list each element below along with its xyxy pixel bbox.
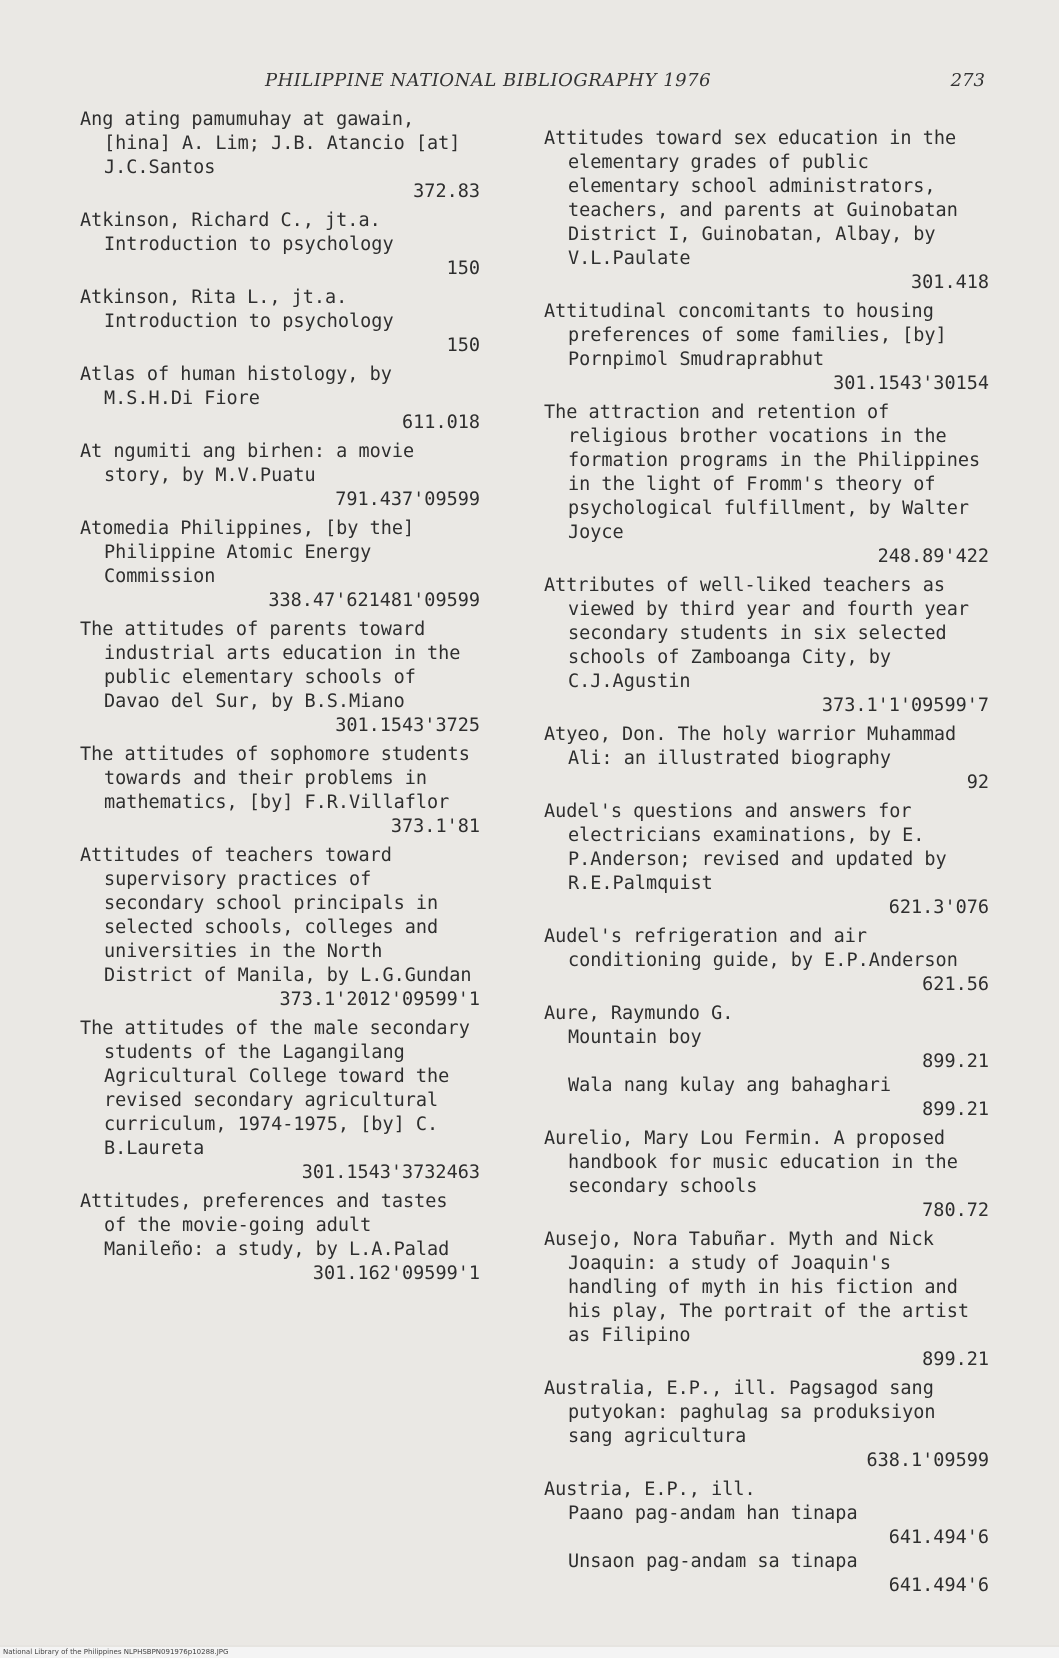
class-number: 301.1543'3725 [335,715,480,736]
sub-entry-text: Wala nang kulay ang bahaghari [568,1075,892,1096]
entry-text: The attitudes of the male secondary students of the Lagangilang Agricultural College toward the revised secondary agricultural curriculum, 1974-1975, [by] C. B.Laureta [80,1018,481,1159]
bibliography-entry [80,363,480,435]
class-number: 641.494'6 [888,1527,989,1548]
class-number: 638.1'09599 [866,1450,989,1471]
entry-text: Atomedia Philippines, [by the] Philippine Atomic Energy Commission [80,518,426,587]
class-number: 373.1'81 [390,816,480,837]
class-number: 92 [966,772,989,793]
class-number: 373.1'2012'09599'1 [279,989,480,1010]
bibliography-entry [80,517,480,613]
class-number: 791.437'09599 [335,489,480,510]
entry-text: Attitudinal concomitants to housing preferences of some families, [by] Pornpimol Smudraprabhut [544,301,958,370]
sub-entry-text: Paano pag-andam han tinapa [568,1503,858,1524]
bibliography-entry [80,108,480,204]
bibliography-entry [544,401,992,569]
bibliography-entry [544,127,989,295]
sub-entry-text: Mountain boy [568,1027,702,1048]
entry-text: Aurelio, Mary Lou Fermin. A proposed handbook for music education in the secondary schools [544,1128,969,1197]
bibliography-entry [544,1478,989,1598]
class-number: 641.494'6 [888,1575,989,1596]
class-number: 248.89'422 [877,546,989,567]
class-number: 301.1543'3732463 [301,1162,480,1183]
bibliography-entry [544,723,989,795]
entry-text: Attitudes of teachers toward supervisory practices of secondary school principals in selected schools, colleges and universities in the North District of Manila, by L.G.Gundan [80,845,472,986]
running-title: PHILIPPINE NATIONAL BIBLIOGRAPHY 1976 [265,70,712,91]
entry-text: Atkinson, Rita L., jt.a. Introduction to psychology [80,287,394,332]
class-number: 621.56 [922,974,989,995]
class-number: 301.1543'30154 [833,373,989,394]
bibliography-entry [544,574,989,718]
class-number: 621.3'076 [888,897,989,918]
entry-text: Ang ating pamumuhay at gawain, [hina] A. Lim; J.B. Atancio [at] J.C.Santos [80,109,472,178]
class-number: 338.47'621481'09599 [268,590,480,611]
entry-text: Attitudes toward sex education in the elementary grades of public elementary school administrators, teachers, and parents at Guinobatan District I, Guinobatan, Albay, by V.L.Paulate [544,128,969,269]
class-number: 780.72 [922,1200,989,1221]
class-number: 301.418 [911,272,989,293]
class-number: 150 [446,335,480,356]
bibliography-entry [80,1017,480,1185]
entry-text: Audel's questions and answers for electricians examinations, by E. P.Anderson; revised and updated by R.E.Palmquist [544,801,958,894]
bibliography-entry [80,209,480,281]
bibliography-entry [80,844,480,1012]
bibliography-entry [544,1228,989,1372]
left-column [80,108,480,1291]
class-number: 301.162'09599'1 [312,1263,480,1284]
bibliography-entry [544,1002,989,1122]
class-number: 373.1'1'09599'7 [821,695,989,716]
class-number: 899.21 [922,1051,989,1072]
bibliography-entry [80,1190,480,1286]
bibliography-entry [544,1127,989,1223]
entry-text: Atkinson, Richard C., jt.a. Introduction to psychology [80,210,394,255]
bibliography-entry [544,300,989,396]
entry-text: Audel's refrigeration and air conditioning guide, by E.P.Anderson [544,926,958,971]
bibliography-entry [80,286,480,358]
class-number: 899.21 [922,1099,989,1120]
entry-text: Ausejo, Nora Tabuñar. Myth and Nick Joaquin: a study of Joaquin's handling of myth in his fiction and his play, The portrait of the artist as Filipino [544,1229,981,1346]
page-number: 273 [950,70,985,91]
bibliography-entry [544,800,989,920]
entry-text: The attitudes of sophomore students towards and their problems in mathematics, [by] F.R.Villaflor [80,744,481,813]
bibliography-entry [544,925,989,997]
entry-text: Austria, E.P., ill. [544,1479,756,1500]
bibliography-entry [80,743,480,839]
right-column [544,127,992,1603]
class-number: 372.83 [413,181,480,202]
bibliography-entry [544,1377,989,1473]
entry-text: Aure, Raymundo G. [544,1003,734,1024]
class-number: 899.21 [922,1349,989,1370]
scan-footer: National Library of the Philippines NLPHSBPN091976p10288.JPG [0,1647,1059,1658]
bibliography-entry [80,618,480,738]
page-header [265,70,985,98]
entry-text: Atlas of human histology, by M.S.H.Di Fiore [80,364,404,409]
entry-text: Australia, E.P., ill. Pagsagod sang putyokan: paghulag sa produksiyon sang agricultura [544,1378,947,1447]
entry-text: Attitudes, preferences and tastes of the movie-going adult Manileño: a study, by L.A.Palad [80,1191,459,1260]
entry-text: The attraction and retention of religious brother vocations in the formation programs in the Philippines in the light of Fromm's theory of psychological fulfillment, by Walter Joyce [544,402,992,543]
entry-text: Attributes of well-liked teachers as viewed by third year and fourth year secondary students in six selected schools of Zamboanga City, by C.J.Agustin [544,575,981,692]
entry-text: The attitudes of parents toward industrial arts education in the public elementary schools of Davao del Sur, by B.S.Miano [80,619,472,712]
sub-entry-text: Unsaon pag-andam sa tinapa [568,1551,858,1572]
entry-text: Atyeo, Don. The holy warrior Muhammad Ali: an illustrated biography [544,724,968,769]
class-number: 611.018 [402,412,480,433]
bibliography-entry [80,440,480,512]
class-number: 150 [446,258,480,279]
entry-text: At ngumiti ang birhen: a movie story, by M.V.Puatu [80,441,426,486]
